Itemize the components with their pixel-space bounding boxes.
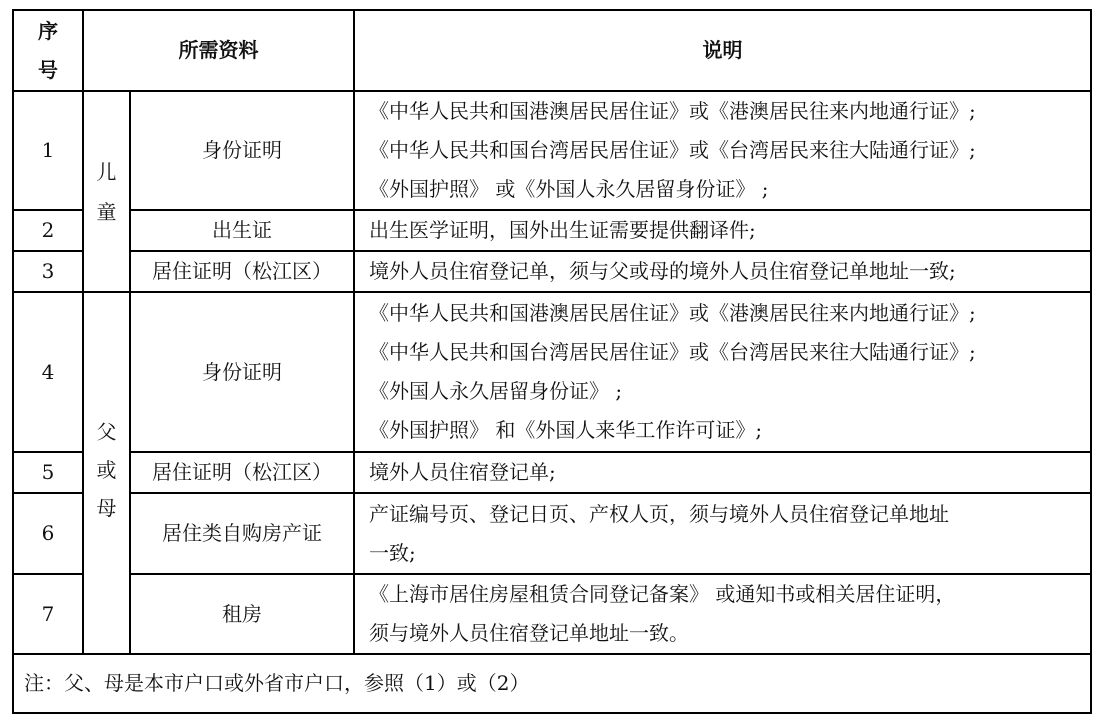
table-row [13,251,1091,292]
header-seq: 序号 [13,10,83,91]
description-line: 境外人员住宿登记单; [369,460,556,484]
group-parent [83,292,130,654]
group-parent-label: 父或母 [96,420,117,520]
material-name: 身份证明 [130,292,354,452]
table-row [13,91,1091,210]
row-number: 4 [13,292,83,452]
table-header-row [13,10,1091,91]
description-line: 《上海市居住房屋租赁合同登记备案》 或通知书或相关居住证明， [369,582,956,606]
material-name: 出生证 [130,210,354,251]
description-line: 《外国护照》 和《外国人来华工作许可证》; [369,418,763,442]
description-line: 《中华人民共和国台湾居民居住证》或《台湾居民来往大陆通行证》; [369,340,976,364]
description-line: 《中华人民共和国港澳居民居住证》或《港澳居民往来内地通行证》; [369,99,976,123]
row-number: 7 [13,574,83,654]
description-cell [354,91,1091,210]
material-name: 居住证明（松江区） [130,452,354,493]
row-number: 5 [13,452,83,493]
material-name: 身份证明 [130,91,354,210]
row-number: 2 [13,210,83,251]
header-notes: 说明 [354,10,1091,91]
description-line: 《中华人民共和国港澳居民居住证》或《港澳居民往来内地通行证》; [369,301,976,325]
description-cell [354,292,1091,452]
group-child [83,91,130,292]
description-line: 出生医学证明，国外出生证需要提供翻译件; [369,218,756,242]
table-row [13,210,1091,251]
description-line: 境外人员住宿登记单，须与父或母的境外人员住宿登记单地址一致; [369,259,956,283]
header-materials: 所需资料 [83,10,354,91]
description-line: 《外国护照》 或《外国人永久居留身份证》 ; [369,177,769,201]
description-cell [354,251,1091,292]
requirements-table [12,9,1092,714]
row-number: 1 [13,91,83,210]
description-cell [354,493,1091,574]
description-cell [354,210,1091,251]
table-row [13,574,1091,654]
footnote: 注：父、母是本市户口或外省市户口，参照（1）或（2） [13,654,1091,713]
description-cell [354,452,1091,493]
group-child-label: 儿童 [96,159,117,224]
footnote-row [13,654,1091,713]
table-row [13,493,1091,574]
table-row [13,452,1091,493]
description-line: 《外国人永久居留身份证》 ; [369,379,623,403]
material-name: 居住证明（松江区） [130,251,354,292]
description-line: 一致; [369,540,416,565]
description-line: 须与境外人员住宿登记单地址一致。 [369,621,689,645]
description-line: 产证编号页、登记日页、产权人页，须与境外人员住宿登记单地址 [369,501,949,526]
row-number: 6 [13,493,83,574]
description-cell [354,574,1091,654]
table-row [13,292,1091,452]
description-line: 《中华人民共和国台湾居民居住证》或《台湾居民来往大陆通行证》; [369,138,976,162]
material-name: 租房 [130,574,354,654]
material-name: 居住类自购房产证 [130,493,354,574]
row-number: 3 [13,251,83,292]
